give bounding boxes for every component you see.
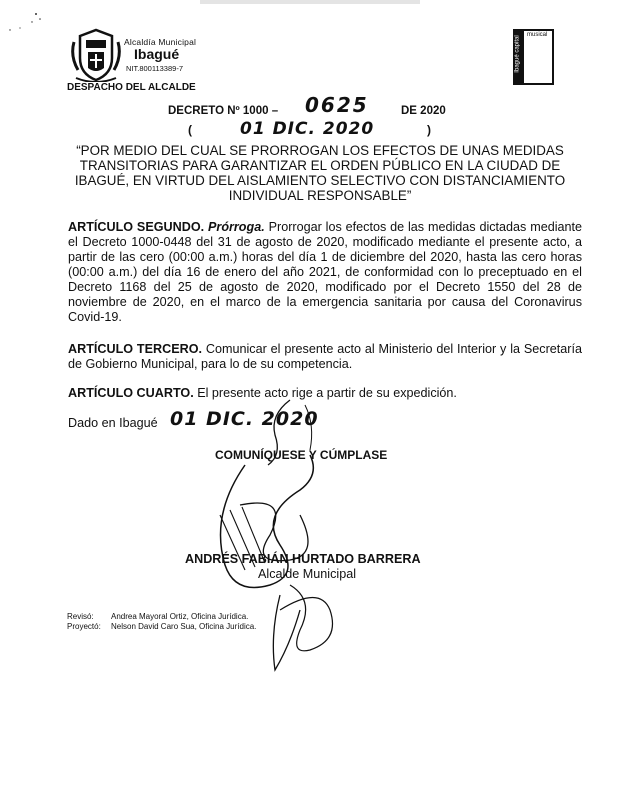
article-second <box>68 220 582 325</box>
review-line-reviewed <box>67 612 256 622</box>
date-paren-close: ) <box>427 123 431 137</box>
signer-role: Alcalde Municipal <box>258 567 357 581</box>
decree-label: DECRETO Nº 1000 – <box>168 105 279 117</box>
org-city-name: Ibagué <box>134 46 180 62</box>
article-fourth-lead: ARTÍCULO CUARTO. <box>68 386 194 400</box>
closing-motto: COMUNÍQUESE Y CÚMPLASE <box>215 448 388 462</box>
article-third <box>68 342 582 372</box>
reviewed-label: Revisó: <box>67 612 94 621</box>
project-label: Proyectó: <box>67 622 101 631</box>
org-nit: NIT.800113389-7 <box>126 64 183 73</box>
reviewed-by: Andrea Mayoral Ortiz, Oficina Jurídica. <box>111 612 249 621</box>
badge-strip-text: Ibagué capital <box>514 35 521 73</box>
signer-name: ANDRÉS FABIÁN HURTADO BARRERA <box>185 552 421 566</box>
top-scan-edge <box>200 0 420 4</box>
article-fourth-text: El presente acto rige a partir de su expedición. <box>197 386 457 400</box>
badge-text: musical <box>527 32 548 38</box>
org-small-label: Alcaldía Municipal <box>124 37 197 47</box>
review-line-project <box>67 622 256 632</box>
decree-title: “POR MEDIO DEL CUAL SE PRORROGAN LOS EFECTOS DE UNAS MEDIDAS TRANSITORIAS PARA GARANTIZAR EL ORDEN PÚBLICO EN LA CIUDAD DE IBAGUÉ, EN VIRTUD DEL AISLAMIENTO SELECTIVO CON DISTANCIAMIENTO INDIVIDUAL RESPONSABLE” <box>74 143 566 203</box>
decree-date-stamp: 01 DIC. 2020 <box>240 119 375 139</box>
given-in-label: Dado en Ibagué <box>68 416 158 430</box>
municipal-crest-logo <box>70 28 122 82</box>
project-by: Nelson David Caro Sua, Oficina Jurídica. <box>111 622 257 631</box>
scan-specks <box>6 10 46 32</box>
article-fourth <box>68 386 582 401</box>
office-name: DESPACHO DEL ALCALDE <box>67 82 196 93</box>
article-second-lead: ARTÍCULO SEGUNDO. <box>68 220 205 234</box>
handwritten-signature <box>150 395 450 680</box>
article-second-text: Prorrogar los efectos de las medidas dictadas mediante el Decreto 1000-0448 del 31 de agosto de 2020, modificado mediante el presente acto, a partir de las cero (00:00 a.m.) horas del día 1 de diciembre del 2020, hasta las cero horas (00:00 a.m.) del día 16 de enero del año 2021, de conformidad con lo preceptuado en el Decreto 1168 del 25 de agosto de 2020, modificado por el Decreto 1550 del 28 de noviembre de 2020, en el marco de la emergencia sanitaria por causa del Coronavirus Covid-19. <box>68 220 583 324</box>
article-second-subtitle: Prórroga. <box>208 220 265 234</box>
decree-number-handwritten: 0625 <box>305 93 369 117</box>
decree-year: DE 2020 <box>401 105 446 117</box>
article-third-text: Comunicar el presente acto al Ministerio del Interior y la Secretaría de Gobierno Municipal, para lo de su competencia. <box>68 342 582 371</box>
city-brand-badge <box>513 29 554 85</box>
date-paren-open: ( <box>188 123 192 137</box>
article-third-lead: ARTÍCULO TERCERO. <box>68 342 203 356</box>
review-block <box>67 612 256 632</box>
given-date-stamp: 01 DIC. 2020 <box>170 408 319 430</box>
